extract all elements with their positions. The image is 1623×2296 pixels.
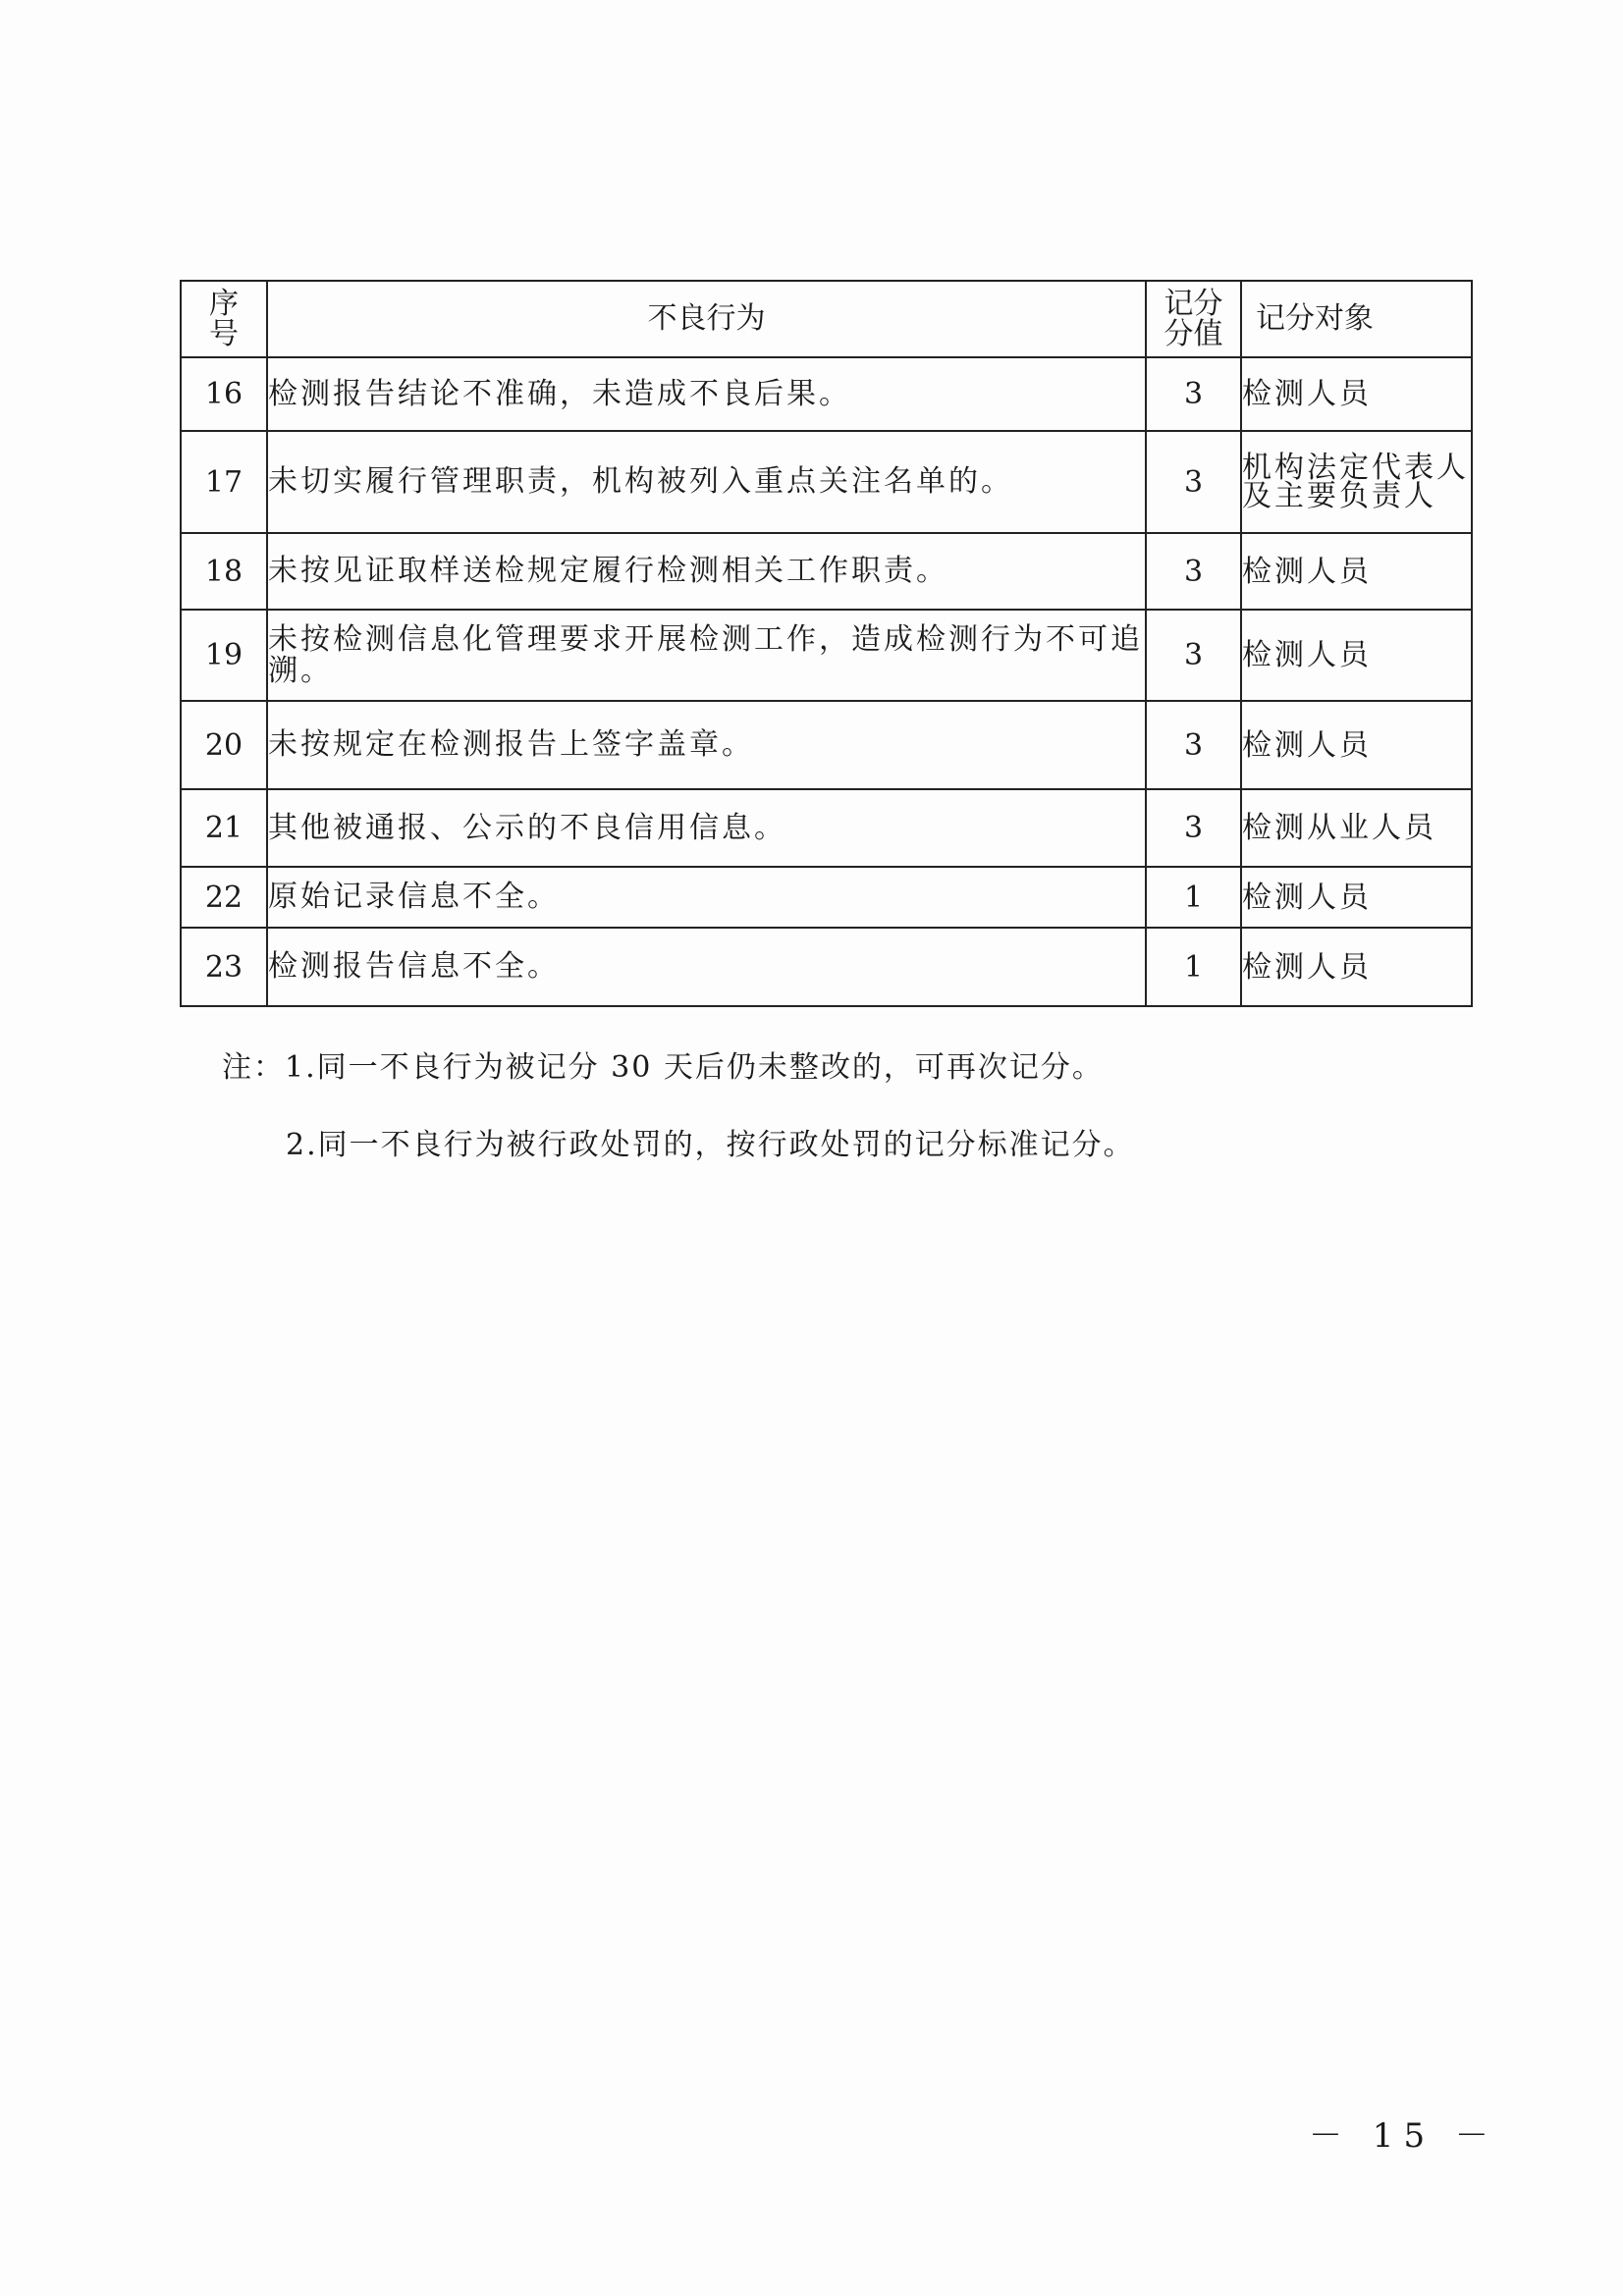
row-behavior: 检测报告信息不全。 <box>267 928 1146 1006</box>
row-behavior: 原始记录信息不全。 <box>267 867 1146 928</box>
row-behavior: 其他被通报、公示的不良信用信息。 <box>267 789 1146 867</box>
note-first: 注：1.同一不良行为被记分 30 天后仍未整改的，可再次记分。 <box>222 1050 1104 1085</box>
table-row <box>181 928 1472 1006</box>
table-row <box>181 431 1472 533</box>
header-score-object: 记分对象 <box>1241 281 1472 357</box>
row-behavior: 未切实履行管理职责，机构被列入重点关注名单的。 <box>267 431 1146 533</box>
row-behavior: 未按见证取样送检规定履行检测相关工作职责。 <box>267 533 1146 610</box>
row-serial-number: 22 <box>181 867 267 928</box>
table-row <box>181 533 1472 610</box>
header-score-value <box>1146 281 1241 357</box>
table-row <box>181 867 1472 928</box>
row-serial-number: 20 <box>181 701 267 789</box>
row-object: 检测人员 <box>1241 357 1472 431</box>
row-object: 机构法定代表人及主要负责人 <box>1241 431 1472 533</box>
row-score: 3 <box>1146 431 1241 533</box>
row-behavior: 未按检测信息化管理要求开展检测工作，造成检测行为不可追溯。 <box>267 610 1146 701</box>
row-score: 1 <box>1146 928 1241 1006</box>
row-serial-number: 17 <box>181 431 267 533</box>
header-serial-line1: 序 <box>209 287 239 321</box>
table-row <box>181 357 1472 431</box>
note-second: 2.同一不良行为被行政处罚的，按行政处罚的记分标准记分。 <box>286 1128 1135 1162</box>
row-object: 检测人员 <box>1241 928 1472 1006</box>
table-row <box>181 610 1472 701</box>
bad-behavior-score-table <box>180 280 1473 1007</box>
row-score: 3 <box>1146 701 1241 789</box>
row-serial-number: 18 <box>181 533 267 610</box>
row-score: 3 <box>1146 357 1241 431</box>
row-score: 3 <box>1146 610 1241 701</box>
page-number: － 15 － <box>1309 2116 1498 2156</box>
table-header-row <box>181 281 1472 357</box>
row-score: 3 <box>1146 533 1241 610</box>
row-serial-number: 21 <box>181 789 267 867</box>
row-object: 检测从业人员 <box>1241 789 1472 867</box>
header-score-line2: 分值 <box>1163 317 1223 351</box>
table-row <box>181 789 1472 867</box>
header-serial-line2: 号 <box>209 317 239 351</box>
row-serial-number: 19 <box>181 610 267 701</box>
row-object: 检测人员 <box>1241 610 1472 701</box>
row-object: 检测人员 <box>1241 533 1472 610</box>
row-behavior: 检测报告结论不准确，未造成不良后果。 <box>267 357 1146 431</box>
header-score-line1: 记分 <box>1163 287 1223 321</box>
row-serial-number: 23 <box>181 928 267 1006</box>
header-bad-behavior: 不良行为 <box>267 281 1146 357</box>
row-object: 检测人员 <box>1241 701 1472 789</box>
row-object: 检测人员 <box>1241 867 1472 928</box>
row-score: 3 <box>1146 789 1241 867</box>
row-behavior: 未按规定在检测报告上签字盖章。 <box>267 701 1146 789</box>
table-row <box>181 701 1472 789</box>
header-serial-number <box>181 281 267 357</box>
row-score: 1 <box>1146 867 1241 928</box>
row-serial-number: 16 <box>181 357 267 431</box>
